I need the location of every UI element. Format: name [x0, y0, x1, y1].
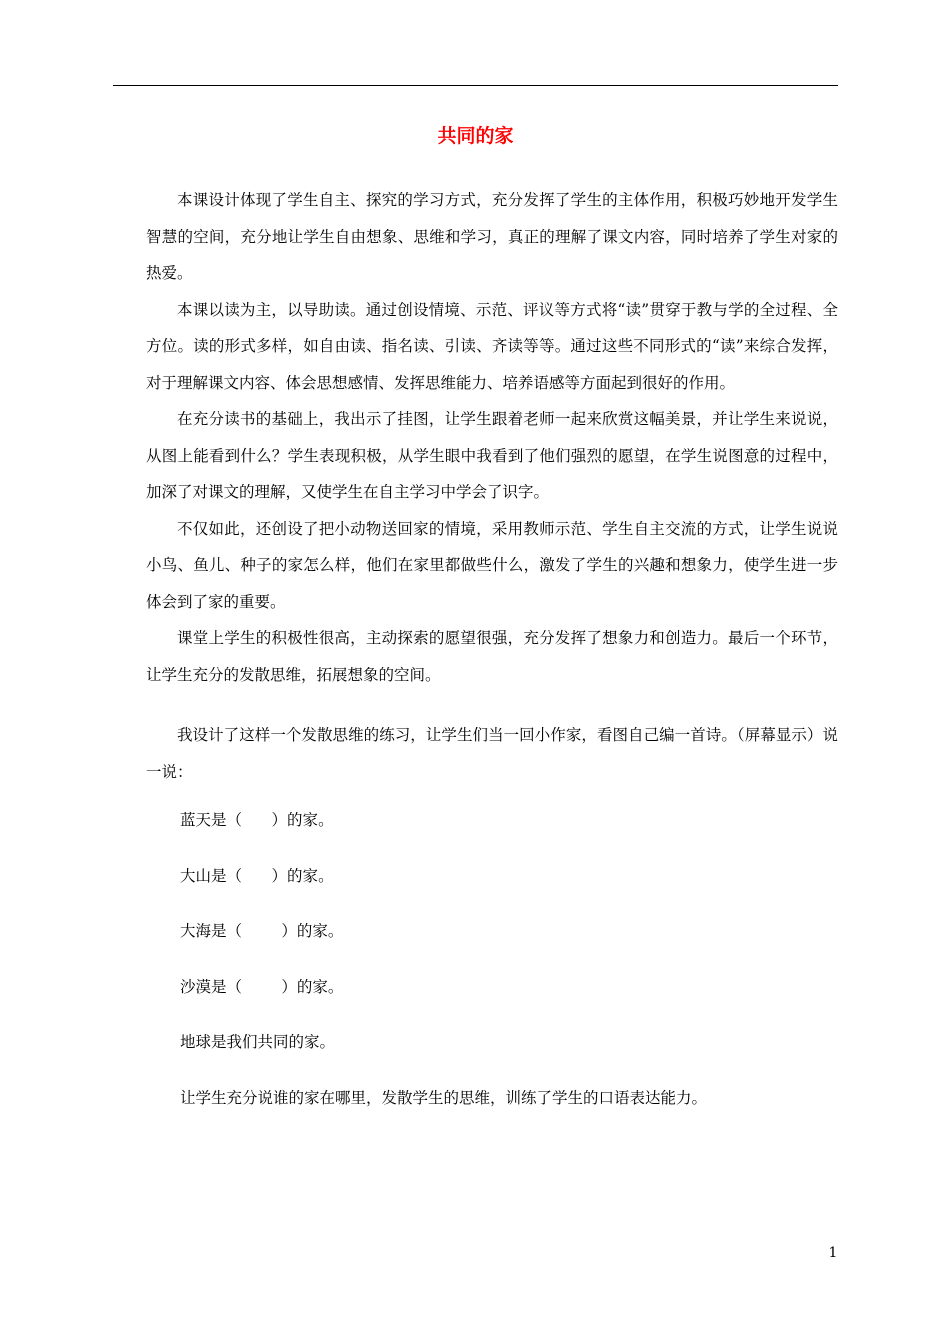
paragraph-student-initiative: 课堂上学生的积极性很高，主动探索的愿望很强，充分发挥了想象力和创造力。最后一个环节，让学生充分的发散思维，拓展想象的空间。: [146, 629, 838, 684]
paragraph-design-summary: 本课设计体现了学生自主、探究的学习方式，充分发挥了学生的主体作用，积极巧妙地开发学生智慧的空间，充分地让学生自由想象、思维和学习，真正的理解了课文内容，同时培养了学生对家的热爱。: [146, 191, 838, 282]
page-number: 1: [828, 1245, 838, 1261]
exercise-conclusion: 让学生充分说谁的家在哪里，发散学生的思维，训练了学生的口语表达能力。: [180, 1088, 708, 1107]
exercise-line-mountain: 大山是（ ）的家。: [180, 866, 334, 885]
document-body: [146, 182, 838, 1112]
paragraph-exercise-intro: 我设计了这样一个发散思维的练习，让学生们当一回小作家，看图自己编一首诗。（屏幕显示）说一说：: [146, 726, 838, 781]
exercise-line-earth: 地球是我们共同的家。: [180, 1033, 336, 1051]
exercise-line-sky: 蓝天是（ ）的家。: [180, 811, 334, 829]
paragraph-animal-homes: 不仅如此，还创设了把小动物送回家的情境，采用教师示范、学生自主交流的方式，让学生说说小鸟、鱼儿、种子的家怎么样，他们在家里都做些什么，激发了学生的兴趣和想象力，使学生进一步体会到了家的重要。: [146, 519, 838, 611]
paragraph-picture-discussion: 在充分读书的基础上，我出示了挂图，让学生跟着老师一起来欣赏这幅美景，并让学生来说说，从图上能看到什么？学生表现积极，从学生眼中我看到了他们强烈的愿望，在学生说图意的过程中，加深了对课文的理解，又使学生在自主学习中学会了识字。: [146, 410, 838, 501]
header-rule: [113, 85, 838, 86]
exercise-line-desert: 沙漠是（ ）的家。: [180, 977, 344, 996]
exercise-line-sea: 大海是（ ）的家。: [180, 922, 344, 940]
document-title: 共同的家: [437, 125, 514, 147]
paragraph-reading-approach: 本课以读为主，以导助读。通过创设情境、示范、评议等方式将“读”贯穿于教与学的全过程、全方位。读的形式多样，如自由读、指名读、引读、齐读等等。通过这些不同形式的“读”来综合发挥，对于理解课文内容、体会思想感情、发挥思维能力、培养语感等方面起到很好的作用。: [146, 300, 838, 392]
